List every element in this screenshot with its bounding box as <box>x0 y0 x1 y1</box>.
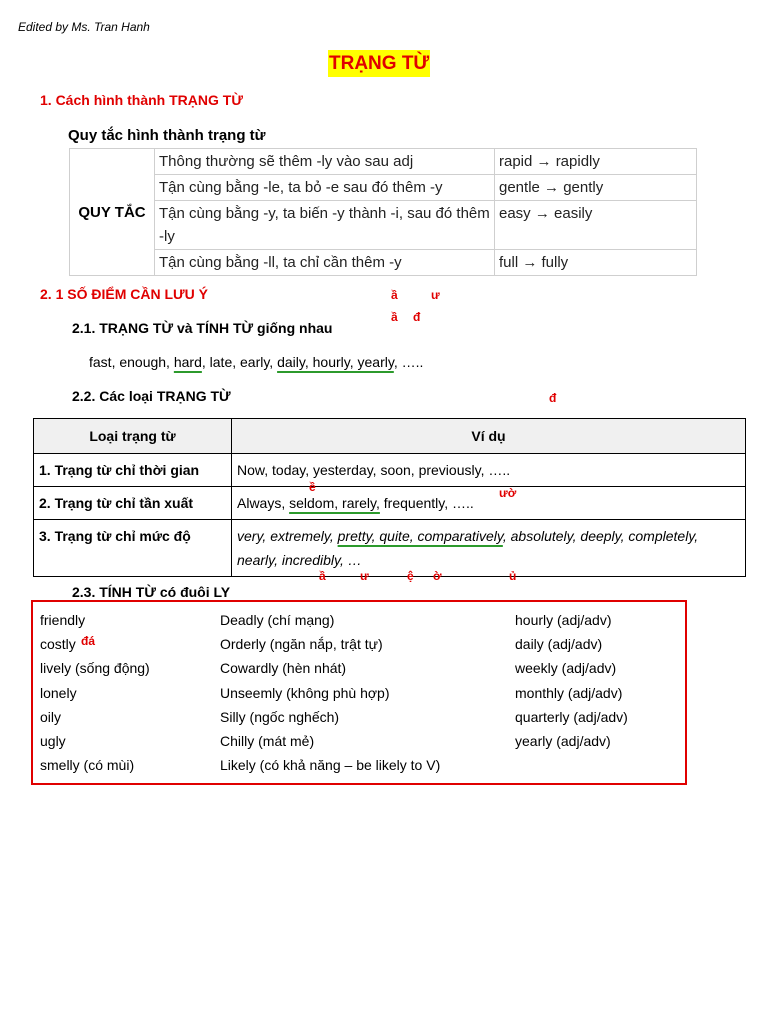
adverb-type: 2. Trạng từ chỉ tần xuất <box>34 487 232 520</box>
rules-table <box>69 148 697 276</box>
list-item: oily <box>40 708 62 725</box>
page-title: TRẠNG TỪ <box>328 50 430 77</box>
stray-mark: ệ <box>407 569 414 583</box>
underlined-words: pretty, quite, comparatively <box>337 528 503 544</box>
list-item: smelly (có mùi) <box>40 757 135 774</box>
stray-mark: ầ <box>391 310 398 324</box>
stray-mark: ườ <box>499 486 517 500</box>
rules-heading: Quy tắc hình thành trạng từ <box>68 127 266 144</box>
adverb-example <box>232 520 746 577</box>
example-text: very, extremely, <box>237 528 338 544</box>
stray-mark: ầ <box>319 569 326 583</box>
rule-example: rapid → rapidly <box>495 149 697 175</box>
list-item: Orderly (ngăn nắp, trật tự) <box>220 636 383 653</box>
table-row <box>34 454 746 487</box>
table-header-row <box>34 419 746 454</box>
rules-row <box>70 175 697 201</box>
section-1-heading: 1. Cách hình thành TRẠNG TỪ <box>40 92 243 108</box>
section-2-2-heading: 2.2. Các loại TRẠNG TỪ <box>72 388 231 404</box>
stray-mark: ư <box>360 569 369 583</box>
list-item: quarterly (adj/adv) <box>515 708 628 725</box>
rule-desc: Tận cùng bằng -y, ta biến -y thành -i, sau đó thêm -ly <box>155 201 495 250</box>
list-item: monthly (adj/adv) <box>515 684 623 701</box>
stray-mark: đá <box>81 634 96 648</box>
rule-example: gentle → gently <box>495 175 697 201</box>
ly-column-3 <box>515 608 628 753</box>
ly-column-2 <box>220 608 440 777</box>
word-group: , late, early, <box>201 354 278 370</box>
rules-label: QUY TẮC <box>70 149 155 276</box>
rules-row <box>70 149 697 175</box>
example-text: , absolutely, deeply, completely, nearly, incredibly, … <box>237 528 699 568</box>
column-header: Ví dụ <box>232 419 746 454</box>
adverb-type: 1. Trạng từ chỉ thời gian <box>34 454 232 487</box>
rule-desc: Thông thường sẽ thêm -ly vào sau adj <box>155 149 495 175</box>
stray-mark: ủ <box>509 569 517 583</box>
underlined-words: daily, hourly, yearly <box>277 354 394 370</box>
adverb-types-table <box>33 418 746 577</box>
list-item: Chilly (mát mẻ) <box>220 733 315 750</box>
stray-mark: đ <box>413 310 421 324</box>
list-item: friendly <box>40 612 86 628</box>
rules-row <box>70 201 697 250</box>
same-form-words <box>89 354 423 370</box>
section-2-heading: 2. 1 SỐ ĐIỂM CẦN LƯU Ý <box>40 286 208 302</box>
section-2-1-heading: 2.1. TRẠNG TỪ và TÍNH TỪ giống nhau <box>72 320 333 336</box>
table-row <box>34 487 746 520</box>
stray-mark: ề <box>309 480 316 494</box>
rules-row <box>70 250 697 276</box>
section-2-3-heading: 2.3. TÍNH TỪ có đuôi LY <box>72 584 231 600</box>
stray-mark: ầ <box>391 288 398 302</box>
list-item: Deadly (chí mạng) <box>220 612 335 628</box>
list-item: yearly (adj/adv) <box>515 733 611 750</box>
word-group: , ….. <box>393 354 424 370</box>
stray-mark: ờ <box>433 569 442 583</box>
list-item: Unseemly (không phù hợp) <box>220 684 390 701</box>
example-text: Always, <box>237 495 290 511</box>
adverb-type: 3. Trạng từ chỉ mức độ <box>34 520 232 577</box>
word-group: fast, enough, <box>89 354 174 370</box>
example-text: Now, today, yesterday, soon, previously, ….. <box>237 462 511 478</box>
underlined-word: hard <box>173 354 202 370</box>
list-item: costly <box>40 636 76 653</box>
example-text: frequently, ….. <box>379 495 474 511</box>
list-item: Silly (ngốc nghếch) <box>220 708 340 725</box>
stray-mark: ư <box>431 288 440 302</box>
column-header: Loại trạng từ <box>34 419 232 454</box>
list-item: weekly (adj/adv) <box>515 660 617 677</box>
table-row <box>34 520 746 577</box>
ly-adjectives-box <box>31 600 687 785</box>
rule-desc: Tận cùng bằng -le, ta bỏ -e sau đó thêm -y <box>155 175 495 201</box>
rule-desc: Tận cùng bằng -ll, ta chỉ cần thêm -y <box>155 250 495 276</box>
list-item: hourly (adj/adv) <box>515 612 612 628</box>
stray-mark: đ <box>549 391 557 405</box>
rule-example: easy → easily <box>495 201 697 250</box>
rule-example: full → fully <box>495 250 697 276</box>
list-item: ugly <box>40 733 66 750</box>
list-item: lively (sống động) <box>40 660 150 677</box>
editor-credit: Edited by Ms. Tran Hanh <box>18 20 150 34</box>
list-item: Cowardly (hèn nhát) <box>220 660 347 677</box>
underlined-words: seldom, rarely, <box>289 495 380 511</box>
list-item: daily (adj/adv) <box>515 636 603 653</box>
list-item: Likely (có khả năng – be likely to V) <box>220 757 441 774</box>
list-item: lonely <box>40 684 77 701</box>
